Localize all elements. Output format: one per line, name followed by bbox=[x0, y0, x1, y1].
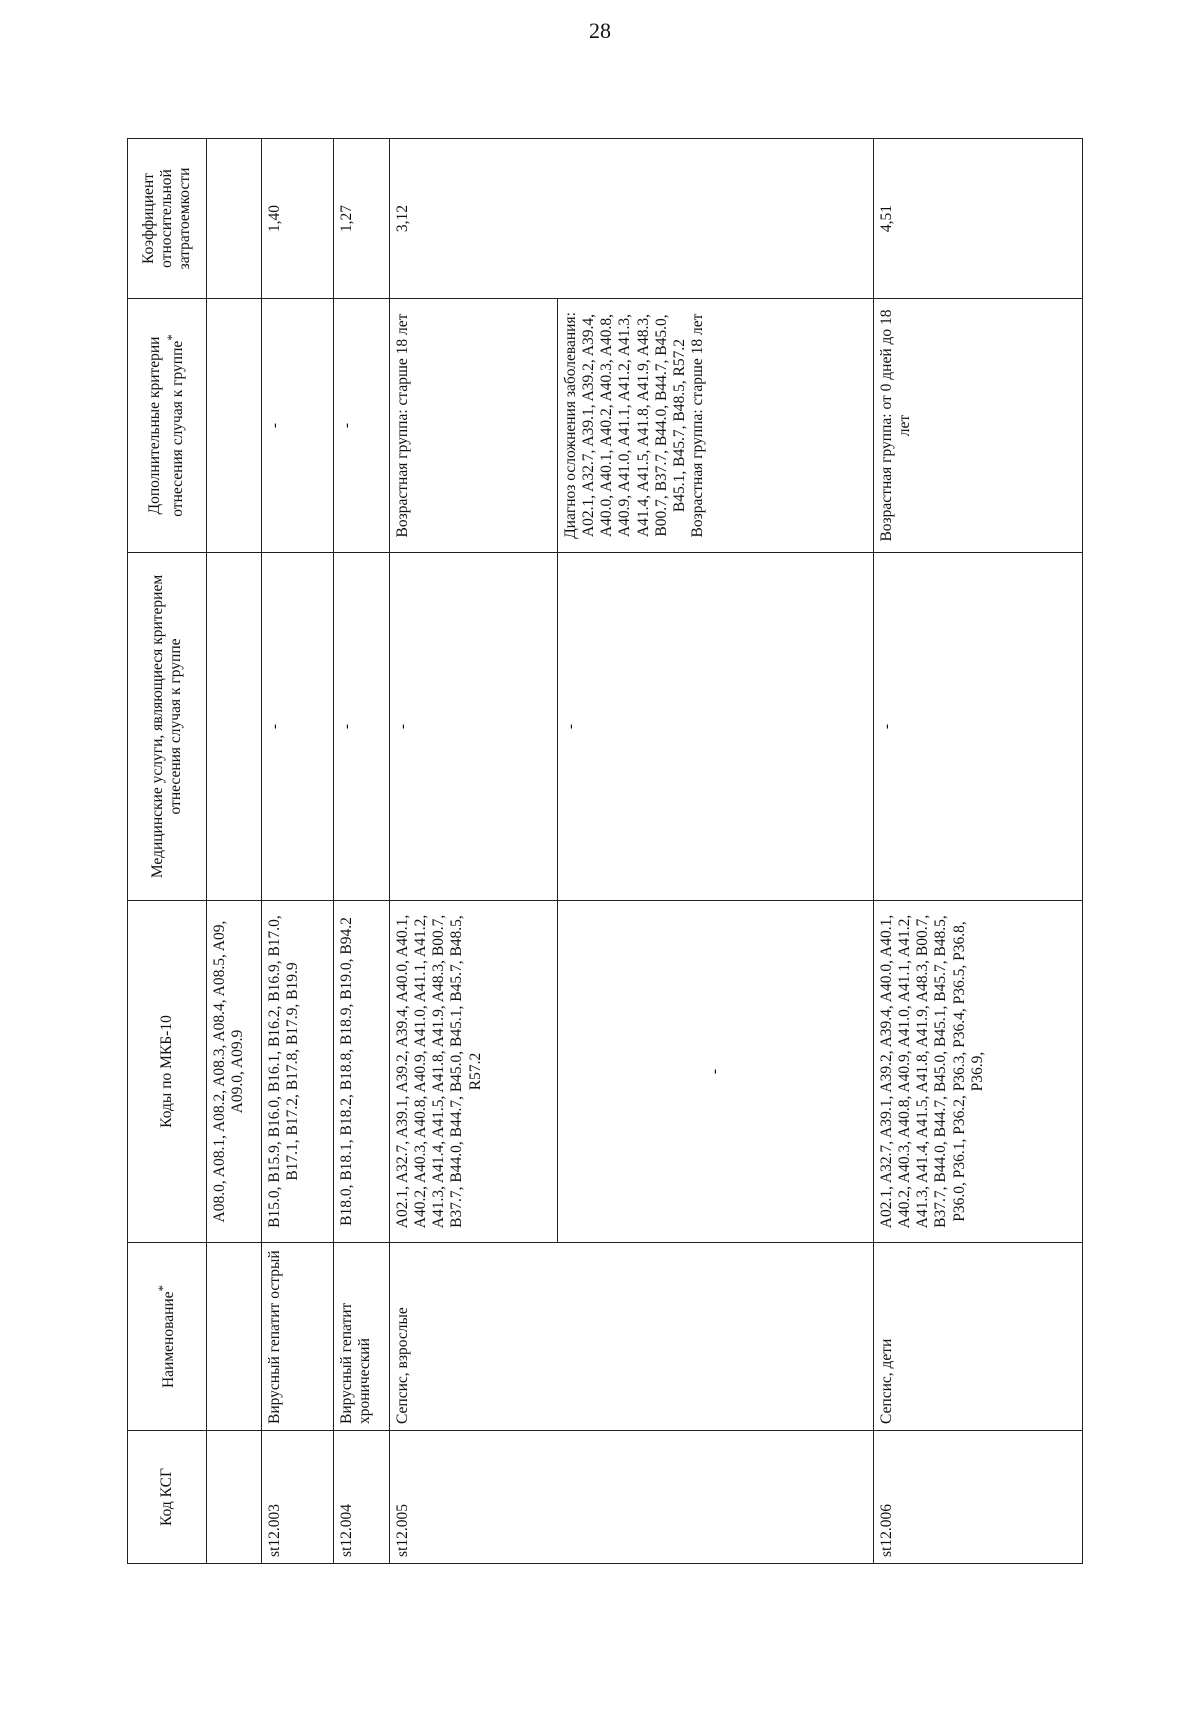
cell-services: - bbox=[390, 553, 558, 901]
header-code: Код КСГ bbox=[128, 1431, 207, 1564]
cell-services bbox=[207, 553, 262, 901]
cell-icd: B15.0, B15.9, B16.0, B16.1, B16.2, B16.9, B17.0, B17.1, B17.2, B17.8, B17.9, B19.9 bbox=[262, 901, 334, 1243]
page-number: 28 bbox=[589, 18, 611, 43]
header-name-label: Наименование bbox=[160, 1291, 178, 1389]
ksg-table-rotated bbox=[127, 139, 1082, 1564]
header-row bbox=[128, 139, 207, 1564]
table-row bbox=[390, 139, 558, 1564]
cell-name: Вирусный гепатит острый bbox=[262, 1243, 334, 1431]
cell-name: Вирусный гепатит хронический bbox=[334, 1243, 390, 1431]
cell-name: Сепсис, взрослые bbox=[390, 1243, 874, 1431]
cell-services: - bbox=[874, 553, 1083, 901]
cell-name bbox=[207, 1243, 262, 1431]
ksg-table bbox=[127, 138, 1083, 1564]
cell-services: - bbox=[558, 553, 874, 901]
cell-code: st12.006 bbox=[874, 1431, 1083, 1564]
cell-coef: 1,40 bbox=[262, 139, 334, 299]
cell-criteria bbox=[558, 299, 874, 553]
cell-criteria: - bbox=[262, 299, 334, 553]
table-row bbox=[262, 139, 334, 1564]
cell-code: st12.004 bbox=[334, 1431, 390, 1564]
header-criteria bbox=[128, 299, 207, 553]
header-criteria-mark: * bbox=[164, 334, 180, 341]
table-row bbox=[874, 139, 1083, 1564]
cell-coef: 4,51 bbox=[874, 139, 1083, 299]
cell-icd: - bbox=[558, 901, 874, 1243]
cell-icd: A02.1, A32.7, A39.1, A39.2, A39.4, A40.0, A40.1, A40.2, A40.3, A40.8, A40.9, A41.0, A41.1, A41.2, A41.3, A41.4, A41.5, A41.8, A41.9, A48.3, B00.7, B37.7, B44.0, B44.7, B45.0, B45.1, B45.7, B48.5, R57.2 bbox=[390, 901, 558, 1243]
cell-icd: A08.0, A08.1, A08.2, A08.3, A08.4, A08.5, A09, A09.0, A09.9 bbox=[207, 901, 262, 1243]
complication-codes: A02.1, A32.7, A39.1, A39.2, A39.4, A40.0, A40.1, A40.2, A40.3, A40.8, A40.9, A41.0, A41.1, A41.2, A41.3, A41.4, A41.5, A41.8, A41.9, A48.3, B00.7, B37.7, B44.0, B44.7, B45.0, B45.1, B45.7, B48.5, R57.2 bbox=[580, 313, 688, 538]
table-row-continuation bbox=[207, 139, 262, 1564]
cell-criteria: Возрастная группа: от 0 дней до 18 лет bbox=[874, 299, 1083, 553]
cell-coef: 1,27 bbox=[334, 139, 390, 299]
cell-icd: B18.0, B18.1, B18.2, B18.8, B18.9, B19.0, B94.2 bbox=[334, 901, 390, 1243]
cell-code: st12.003 bbox=[262, 1431, 334, 1564]
cell-code bbox=[207, 1431, 262, 1564]
cell-criteria: - bbox=[334, 299, 390, 553]
cell-name: Сепсис, дети bbox=[874, 1243, 1083, 1431]
cell-coef: 3,12 bbox=[390, 139, 874, 299]
cell-services: - bbox=[334, 553, 390, 901]
header-criteria-label: Дополнительные критерии отнесения случая к группе bbox=[146, 336, 187, 517]
header-name-mark: * bbox=[155, 1284, 171, 1292]
cell-services: - bbox=[262, 553, 334, 901]
complication-title: Диагноз осложнения заболевания: bbox=[562, 312, 579, 539]
cell-icd: A02.1, A32.7, A39.1, A39.2, A39.4, A40.0, A40.1, A40.2, A40.3, A40.8, A40.9, A41.0, A41.1, A41.2, A41.3, A41.4, A41.5, A41.8, A41.9, A48.3, B00.7, B37.7, B44.0, B44.7, B45.0, B45.1, B45.7, B48.5, P36.0, P36.1, P36.2, P36.3, P36.4, P36.5, P36.8, P36.9, bbox=[874, 901, 1083, 1243]
header-icd: Коды по МКБ-10 bbox=[128, 901, 207, 1243]
complication-age: Возрастная группа: старше 18 лет bbox=[688, 313, 706, 538]
header-coef: Коэффициент относительной затратоемкости bbox=[128, 139, 207, 299]
header-services: Медицинские услуги, являющиеся критерием отнесения случая к группе bbox=[128, 553, 207, 901]
cell-criteria: Возрастная группа: старше 18 лет bbox=[390, 299, 558, 553]
header-name bbox=[128, 1243, 207, 1431]
cell-coef bbox=[207, 139, 262, 299]
cell-code: st12.005 bbox=[390, 1431, 874, 1564]
table-row bbox=[334, 139, 390, 1564]
cell-criteria bbox=[207, 299, 262, 553]
